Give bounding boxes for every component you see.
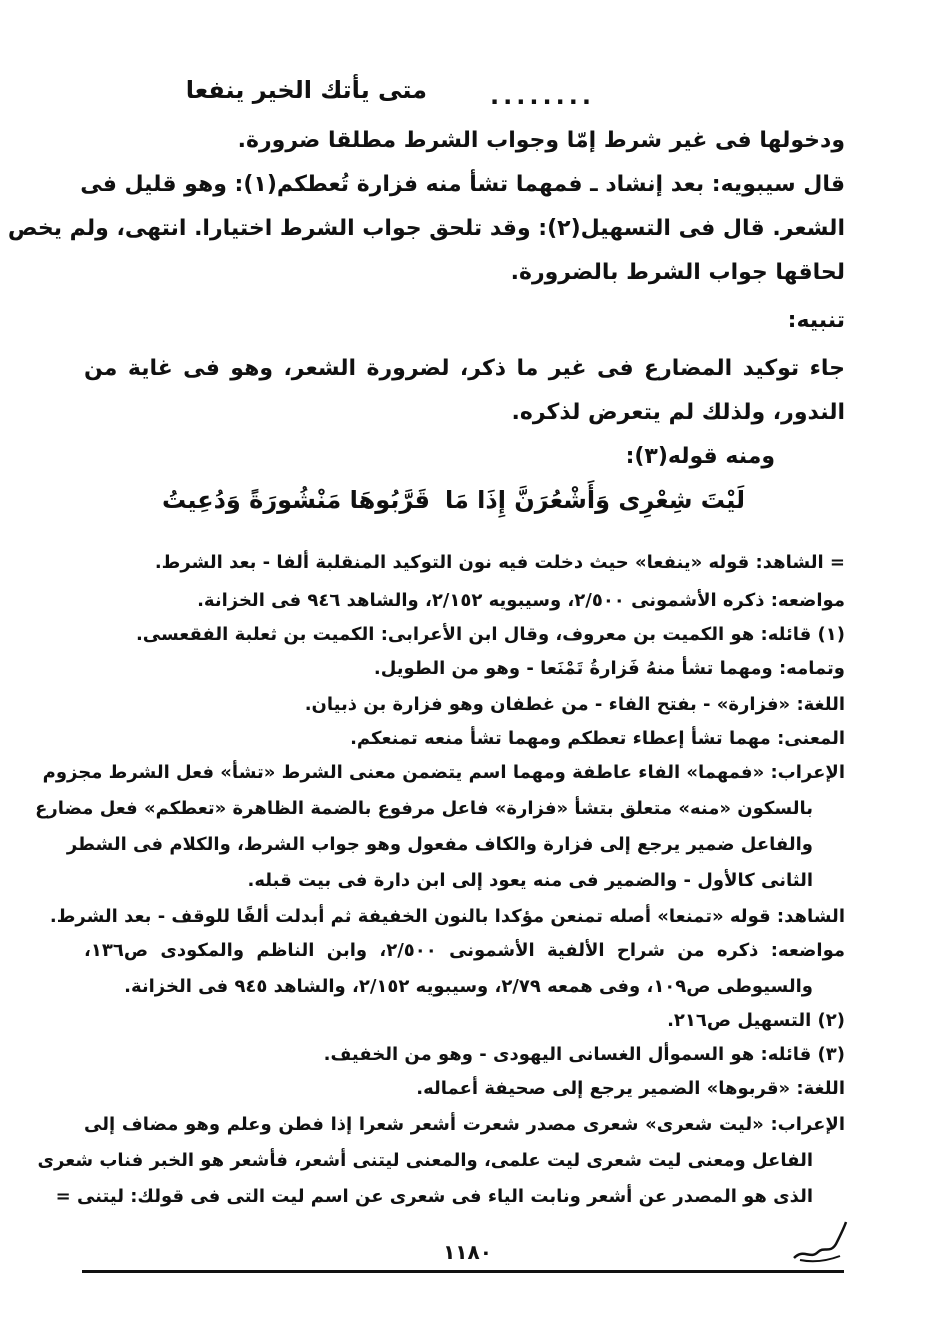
footnote-line: المعنى: مهما تشأ إعطاء تعطكم ومهما تشأ منعه تمنعكم. <box>350 728 845 749</box>
footnote-line: مواضعه: ذكره الأشمونى ٢/٥٠٠، وسيبويه ٢/١٥٢، والشاهد ٩٤٦ فى الخزانة. <box>197 590 845 611</box>
footnote-line: الذى هو المصدر عن أشعر ونابت الياء فى شعرى عن اسم ليت التى فى قولك: ليتنى = <box>55 1186 813 1207</box>
footnote-line: = الشاهد: قوله «ينفعا» حيث دخلت فيه نون التوكيد المنقلبة ألفا - بعد الشرط. <box>154 552 845 573</box>
footnote-line: الشاهد: قوله «تمنعا» أصله تمنعن مؤكدا بالنون الخفيفة ثم أبدلت ألفًا للوقف - بعد الشرط. <box>49 906 845 927</box>
footnote-line: اللغة: «قربوها» الضمير يرجع إلى صحيفة أعماله. <box>416 1078 845 1099</box>
footnote-line: (٣) قائله: هو السموأل الغسانى اليهودى - وهو من الخفيف. <box>323 1044 845 1065</box>
verse-hemistich-left: قَرَّبُوهَا مَنْشُورَةً وَدُعِيتُ <box>161 486 430 514</box>
footnote-line: وتمامه: ومهما تشأ منهُ فَزارةُ تَمْنَعا - وهو من الطويل. <box>373 658 845 679</box>
footnote-line: الثانى كالأول - والضمير فى منه يعود إلى ابن دارة فى بيت قبله. <box>247 870 813 891</box>
verse-fragment: متى يأتك الخير ينفعا <box>185 76 427 104</box>
footnote-line: والفاعل ضمير يرجع إلى فزارة والكاف مفعول وهو جواب الشرط، والكلام فى الشطر <box>66 834 813 855</box>
body-line: الشعر. قال فى التسهيل(٢): وقد تلحق جواب الشرط اختيارا. انتهى، ولم يخص <box>7 216 845 241</box>
body-line: ومنه قوله(٣): <box>625 444 775 469</box>
verse-ellipsis: ........ <box>490 82 595 110</box>
footnote-line: الإعراب: «ليت شعرى» شعرى مصدر شعرت أشعر شعرا إذا فطن وعلم وهو مضاف إلى <box>84 1114 845 1135</box>
page-number: ١١٨٠ <box>443 1240 492 1264</box>
body-line: ودخولها فى غير شرط إمّا وجواب الشرط مطلقا ضرورة. <box>237 128 845 153</box>
footnote-line: (٢) التسهيل ص٢١٦. <box>667 1010 845 1031</box>
footnote-line: الفاعل ومعنى ليت شعرى ليت علمى، والمعنى ليتنى أشعر، فأشعر هو الخبر فناب شعرى <box>37 1150 813 1171</box>
body-line: جاء توكيد المضارع فى غير ما ذكر، لضرورة الشعر، وهو فى غاية من <box>84 356 845 381</box>
footnote-line: اللغة: «فزارة» - بفتح الفاء - من غطفان وهو فزارة بن ذبيان. <box>304 694 845 715</box>
body-line: قال سيبويه: بعد إنشاد ـ فمهما تشأ منه فزارة تُعطكم(١): وهو قليل فى <box>80 172 845 197</box>
section-heading: تنبيه: <box>787 308 845 333</box>
body-line: لحاقها جواب الشرط بالضرورة. <box>510 260 845 285</box>
footnote-line: والسيوطى ص١٠٩، وفى همعه ٢/٧٩، وسيبويه ٢/١٥٢، والشاهد ٩٤٥ فى الخزانة. <box>124 976 813 997</box>
bottom-rule <box>82 1270 844 1273</box>
footnote-line: الإعراب: «فمهما» الفاء عاطفة ومهما اسم يتضمن معنى الشرط «تشأ» فعل الشرط مجزوم <box>42 762 845 783</box>
footnote-line: مواضعه: ذكره من شراح الألفية الأشمونى ٢/٥٠٠، وابن الناظم والمكودى ص١٣٦، <box>84 940 845 961</box>
footnote-line: (١) قائله: هو الكميت بن معروف، وقال ابن الأعرابى: الكميت بن ثعلبة الفقعسى. <box>135 624 845 645</box>
body-line: الندور، ولذلك لم يتعرض لذكره. <box>511 400 845 425</box>
verse-hemistich-right: لَيْتَ شِعْرِى وَأَشْعُرَنَّ إِذَا مَا <box>444 486 745 514</box>
footnote-line: بالسكون «منه» متعلق بتشأ «فزارة» فاعل مرفوع بالضمة الظاهرة «تعطكم» فعل مضارع <box>35 798 813 819</box>
